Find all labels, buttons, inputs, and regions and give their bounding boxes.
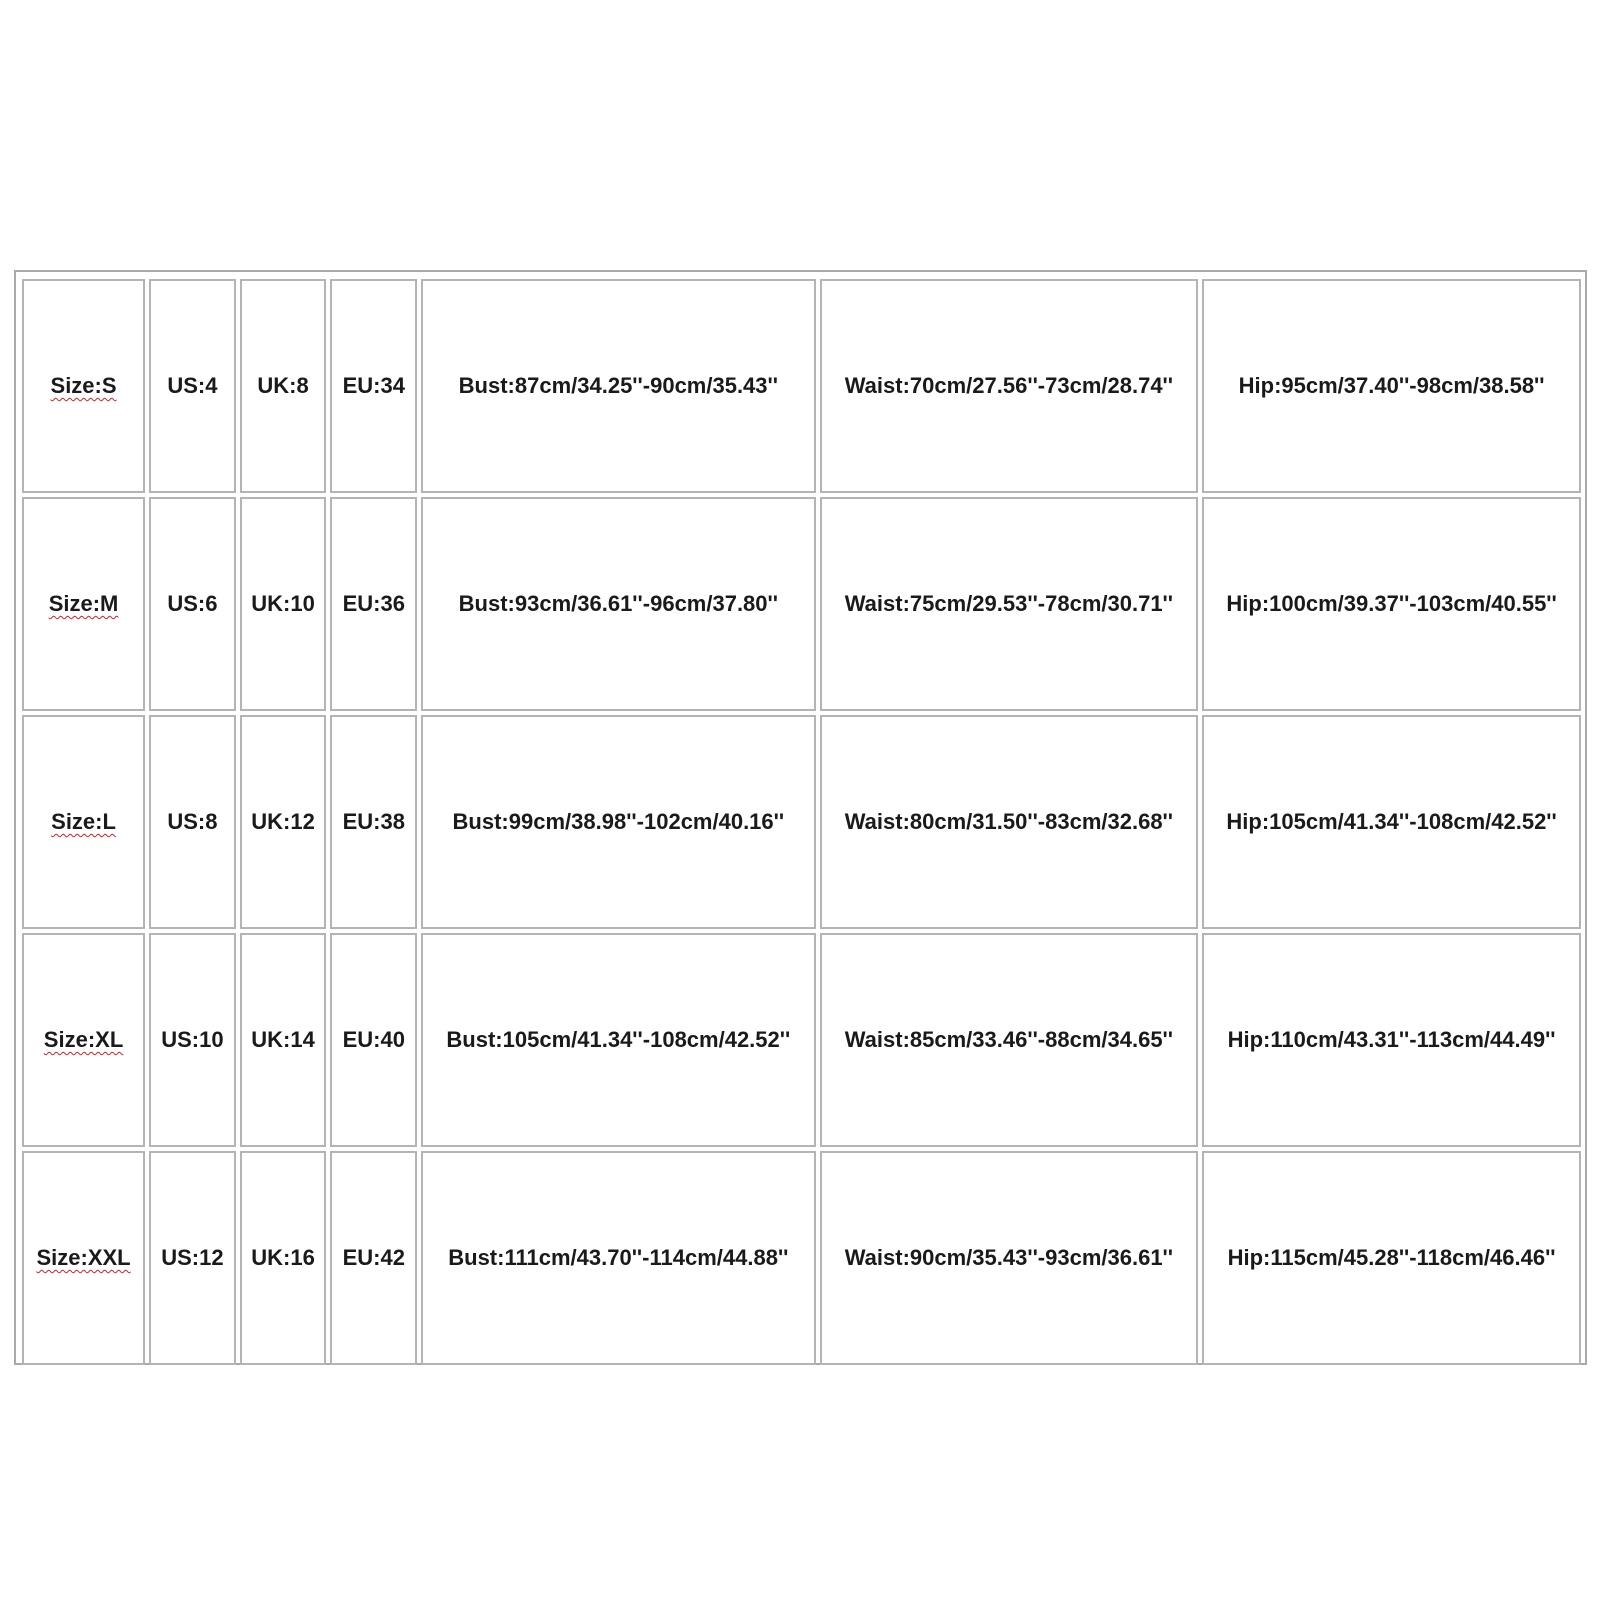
table-row bbox=[22, 279, 1581, 493]
eu-size-cell: EU:36 bbox=[330, 497, 417, 711]
bust-cell: Bust:105cm/41.34''-108cm/42.52'' bbox=[421, 933, 816, 1147]
uk-size-cell: UK:10 bbox=[240, 497, 327, 711]
us-size-cell: US:8 bbox=[149, 715, 236, 929]
table-row bbox=[22, 497, 1581, 711]
table-row bbox=[22, 715, 1581, 929]
size-cell bbox=[22, 933, 145, 1147]
size-label: Size:XL bbox=[43, 1027, 124, 1052]
size-cell bbox=[22, 279, 145, 493]
hip-cell: Hip:95cm/37.40''-98cm/38.58'' bbox=[1202, 279, 1581, 493]
eu-size-cell: EU:38 bbox=[330, 715, 417, 929]
size-chart bbox=[14, 270, 1587, 1365]
waist-cell: Waist:85cm/33.46''-88cm/34.65'' bbox=[820, 933, 1199, 1147]
size-table bbox=[18, 275, 1585, 1369]
uk-size-cell: UK:16 bbox=[240, 1151, 327, 1365]
uk-size-cell: UK:12 bbox=[240, 715, 327, 929]
size-cell bbox=[22, 497, 145, 711]
table-row bbox=[22, 933, 1581, 1147]
uk-size-cell: UK:8 bbox=[240, 279, 327, 493]
us-size-cell: US:4 bbox=[149, 279, 236, 493]
eu-size-cell: EU:42 bbox=[330, 1151, 417, 1365]
size-cell bbox=[22, 1151, 145, 1365]
hip-cell: Hip:105cm/41.34''-108cm/42.52'' bbox=[1202, 715, 1581, 929]
waist-cell: Waist:70cm/27.56''-73cm/28.74'' bbox=[820, 279, 1199, 493]
us-size-cell: US:10 bbox=[149, 933, 236, 1147]
bust-cell: Bust:87cm/34.25''-90cm/35.43'' bbox=[421, 279, 816, 493]
hip-cell: Hip:100cm/39.37''-103cm/40.55'' bbox=[1202, 497, 1581, 711]
bust-cell: Bust:111cm/43.70''-114cm/44.88'' bbox=[421, 1151, 816, 1365]
table-row bbox=[22, 1151, 1581, 1365]
waist-cell: Waist:80cm/31.50''-83cm/32.68'' bbox=[820, 715, 1199, 929]
size-label: Size:S bbox=[50, 373, 117, 398]
bust-cell: Bust:93cm/36.61''-96cm/37.80'' bbox=[421, 497, 816, 711]
hip-cell: Hip:110cm/43.31''-113cm/44.49'' bbox=[1202, 933, 1581, 1147]
eu-size-cell: EU:40 bbox=[330, 933, 417, 1147]
size-label: Size:L bbox=[51, 809, 116, 834]
eu-size-cell: EU:34 bbox=[330, 279, 417, 493]
size-label: Size:XXL bbox=[36, 1245, 131, 1270]
us-size-cell: US:12 bbox=[149, 1151, 236, 1365]
uk-size-cell: UK:14 bbox=[240, 933, 327, 1147]
bust-cell: Bust:99cm/38.98''-102cm/40.16'' bbox=[421, 715, 816, 929]
hip-cell: Hip:115cm/45.28''-118cm/46.46'' bbox=[1202, 1151, 1581, 1365]
size-label: Size:M bbox=[48, 591, 119, 616]
waist-cell: Waist:90cm/35.43''-93cm/36.61'' bbox=[820, 1151, 1199, 1365]
waist-cell: Waist:75cm/29.53''-78cm/30.71'' bbox=[820, 497, 1199, 711]
size-cell bbox=[22, 715, 145, 929]
us-size-cell: US:6 bbox=[149, 497, 236, 711]
